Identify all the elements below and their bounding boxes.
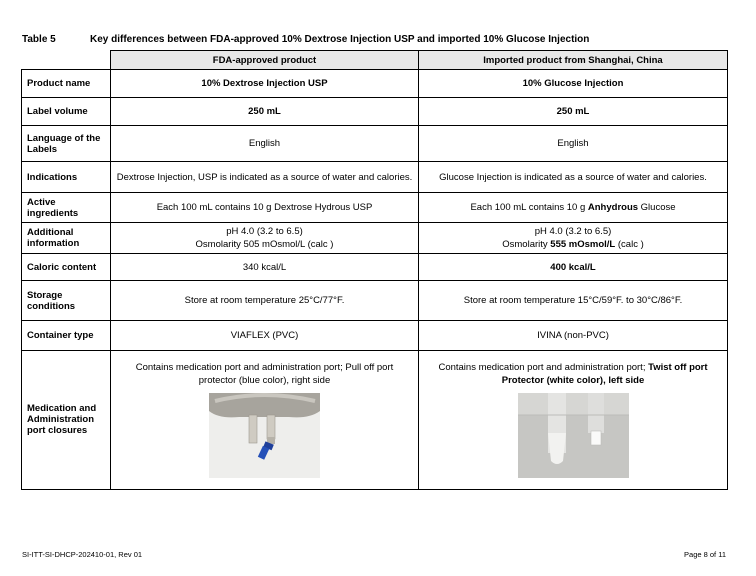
- page-number: Page 8 of 11: [684, 550, 726, 559]
- imported-value-emphasis: Anhydrous: [587, 202, 639, 214]
- imported-osmolarity-pre: Osmolarity: [502, 239, 551, 251]
- fda-value: Store at room temperature 25°C/77°F.: [111, 281, 419, 320]
- row-label: Storage conditions: [22, 281, 111, 320]
- header-blank-cell: [22, 51, 111, 70]
- table-caption: [22, 34, 589, 45]
- fda-value: English: [111, 126, 419, 162]
- row-label: Indications: [22, 162, 111, 193]
- table-title: Key differences between FDA-approved 10% Dextrose Injection USP and imported 10% Glucose Injection: [90, 34, 590, 45]
- imported-value: 400 kcal/L: [419, 254, 728, 281]
- table-row: [22, 320, 728, 350]
- row-label: Additional information: [22, 223, 111, 254]
- imported-port-photo: [518, 393, 629, 478]
- imported-value: IVINA (non-PVC): [419, 320, 728, 350]
- table-row: [22, 350, 728, 489]
- imported-value: Glucose Injection is indicated as a source of water and calories.: [419, 162, 728, 193]
- imported-value-pre: Each 100 mL contains 10 g: [470, 202, 588, 214]
- header-row: [22, 51, 728, 70]
- imported-osmolarity: [424, 238, 722, 251]
- table-row: [22, 98, 728, 126]
- fda-value: 340 kcal/L: [111, 254, 419, 281]
- imported-value: Store at room temperature 15°C/59°F. to 30°C/86°F.: [419, 281, 728, 320]
- fda-ph: pH 4.0 (3.2 to 6.5): [226, 226, 303, 238]
- imported-port-text: [424, 361, 722, 387]
- imported-value: 250 mL: [419, 98, 728, 126]
- imported-ph: pH 4.0 (3.2 to 6.5): [534, 226, 612, 238]
- imported-value: 10% Glucose Injection: [419, 70, 728, 98]
- fda-value: 250 mL: [111, 98, 419, 126]
- fda-value: 10% Dextrose Injection USP: [111, 70, 419, 98]
- header-fda: FDA-approved product: [111, 51, 419, 70]
- header-imported: Imported product from Shanghai, China: [419, 51, 728, 70]
- imported-port-text-emphasis: Twist off port Protector (white color), left side: [501, 362, 708, 387]
- imported-osmolarity-post: (calc ): [615, 239, 644, 251]
- table-row: [22, 223, 728, 254]
- comparison-table: [21, 50, 728, 490]
- fda-value: Each 100 mL contains 10 g Dextrose Hydrous USP: [111, 193, 419, 223]
- imported-value: [419, 223, 728, 254]
- table-row: [22, 70, 728, 98]
- row-label: Container type: [22, 320, 111, 350]
- document-id: SI-ITT-SI-DHCP-202410-01, Rev 01: [22, 550, 143, 559]
- imported-osmolarity-emphasis: 555 mOsmol/L: [550, 239, 616, 251]
- row-label: Medication and Administration port closures: [22, 350, 111, 489]
- fda-port-photo: [209, 393, 320, 478]
- fda-value: Dextrose Injection, USP is indicated as a source of water and calories.: [111, 162, 419, 193]
- table-row: [22, 281, 728, 320]
- imported-value: [419, 193, 728, 223]
- fda-value: [111, 350, 419, 489]
- row-label: Active ingredients: [22, 193, 111, 223]
- imported-value: [419, 350, 728, 489]
- row-label: Label volume: [22, 98, 111, 126]
- row-label: Product name: [22, 70, 111, 98]
- fda-value: [111, 223, 419, 254]
- table-row: [22, 193, 728, 223]
- imported-value-post: Glucose: [638, 202, 676, 214]
- fda-port-text: Contains medication port and administration port; Pull off port protector (blue color), right side: [135, 362, 394, 387]
- row-label: Language of the Labels: [22, 126, 111, 162]
- fda-osmolarity: Osmolarity 505 mOsmol/L (calc ): [195, 239, 334, 251]
- row-label: Caloric content: [22, 254, 111, 281]
- table-row: [22, 126, 728, 162]
- fda-value: VIAFLEX (PVC): [111, 320, 419, 350]
- table-row: [22, 162, 728, 193]
- imported-port-text-pre: Contains medication port and administration port;: [438, 362, 649, 374]
- table-row: [22, 254, 728, 281]
- imported-value: English: [419, 126, 728, 162]
- table-number: Table 5: [22, 34, 56, 45]
